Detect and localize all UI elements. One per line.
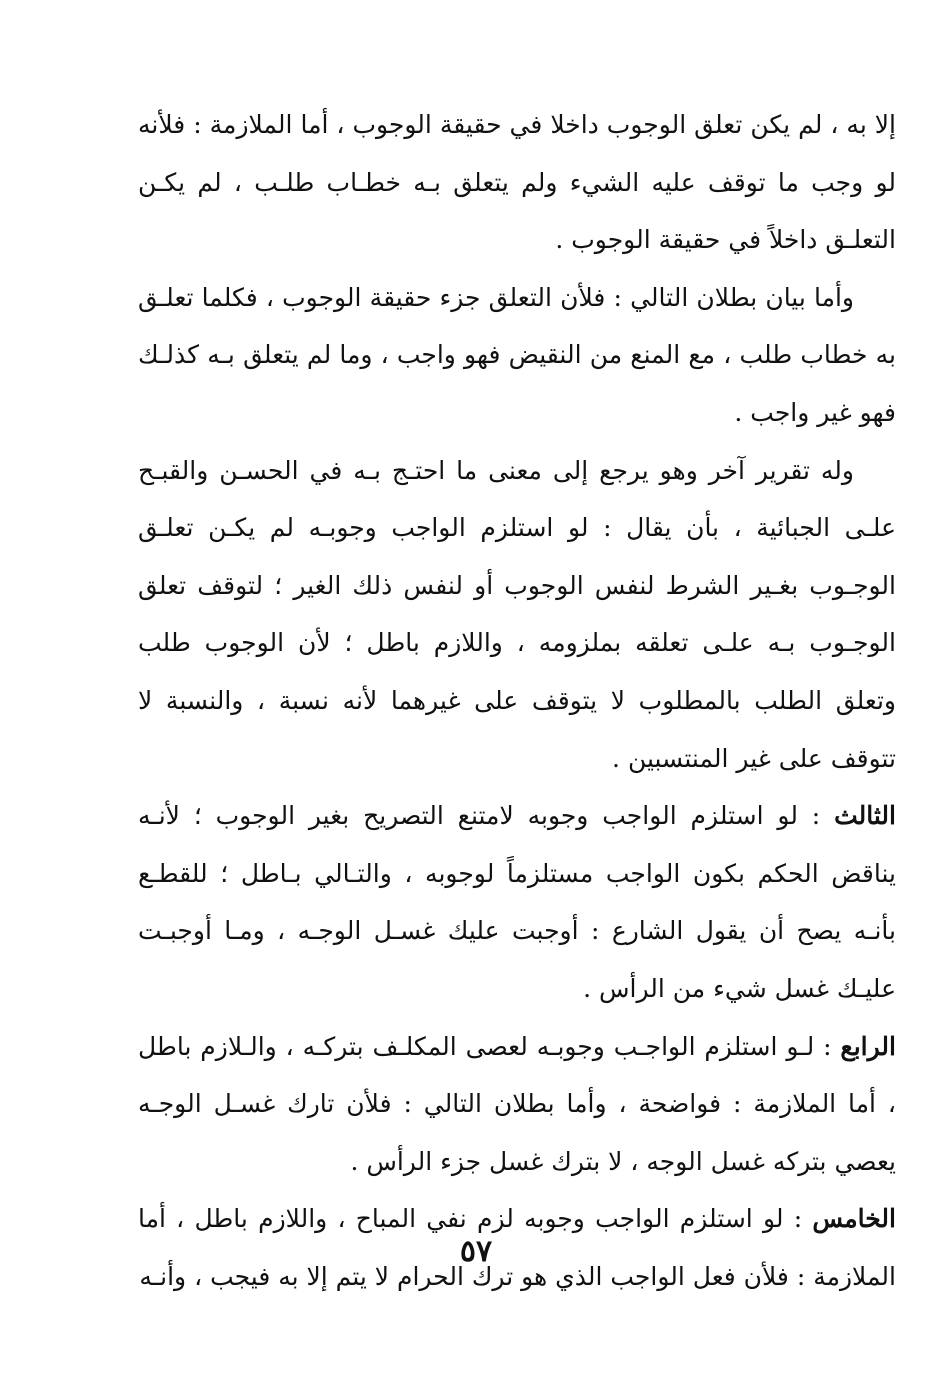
paragraph-6-text: : لو استلزم الواجب وجوبه لزم نفي المباح ، واللازم باطل ، أما الملازمة : فلأن فعل الواجب الذي هو ترك الحرام لا يتم إلا به فيجب ، وأنـه	[138, 1204, 896, 1291]
paragraph-5-heading: الرابع	[840, 1031, 896, 1061]
paragraph-5-text: : لـو استلزم الواجـب وجوبـه لعصى المكلـف بتركـه ، والـلازم باطل ، أما الملازمة : فواضحة ، وأما بطلان التالي : فلأن تارك غسـل الوجـه يعصي بتركه غسل الوجه ، لا بترك غسل جزء الرأس .	[138, 1031, 896, 1176]
paragraph-1	[138, 96, 896, 269]
paragraph-3-text: وله تقرير آخر وهو يرجع إلى معنى ما احتـج بـه في الحسـن والقبـح علـى الجبائية ، بأن يقال : لو استلزم الواجب وجوبـه لم يكـن تعلـق الوجـوب بغـير الشرط لنفس الوجوب أو لنفس ذلك الغير ؛ لتوقف تعلق الوجـوب بـه علـى تعلقه بملزومه ، واللازم باطل ؛ لأن الوجوب طلب وتعلق الطلب بالمطلوب لا يتوقف على غيرهما لأنه نسبة ، والنسبة لا تتوقف على غير المنتسبين .	[138, 455, 896, 773]
page-number: ٥٧	[459, 1234, 493, 1269]
paragraph-2-text: وأما بيان بطلان التالي : فلأن التعلق جزء حقيقة الوجوب ، فكلما تعلـق به خطاب طلب ، مع المنع من النقيض فهو واجب ، وما لم يتعلق بـه كذلـك فهو غير واجب .	[138, 282, 896, 427]
paragraph-3	[138, 442, 896, 788]
body-text	[138, 96, 896, 1305]
paragraph-5	[138, 1018, 896, 1191]
paragraph-4-text: : لو استلزم الواجب وجوبه لامتنع التصريح بغير الوجوب ؛ لأنـه يناقض الحكم بكون الواجب مستلزماً لوجوبه ، والتـالي بـاطل ؛ للقطـع بأنـه يصح أن يقول الشارع : أوجبت عليك غسـل الوجـه ، ومـا أوجبـت عليـك غسل شيء من الرأس .	[138, 801, 896, 1003]
paragraph-2	[138, 269, 896, 442]
paragraph-1-text: إلا به ، لم يكن تعلق الوجوب داخلا في حقيقة الوجوب ، أما الملازمة : فلأنه لو وجب ما توقف عليه الشيء ولم يتعلق بـه خطـاب طلـب ، لم يكـن التعلـق داخلاً في حقيقة الوجوب .	[138, 110, 896, 255]
paragraph-6-heading: الخامس	[812, 1204, 896, 1234]
paragraph-4	[138, 787, 896, 1017]
paragraph-4-heading: الثالث	[834, 801, 896, 831]
